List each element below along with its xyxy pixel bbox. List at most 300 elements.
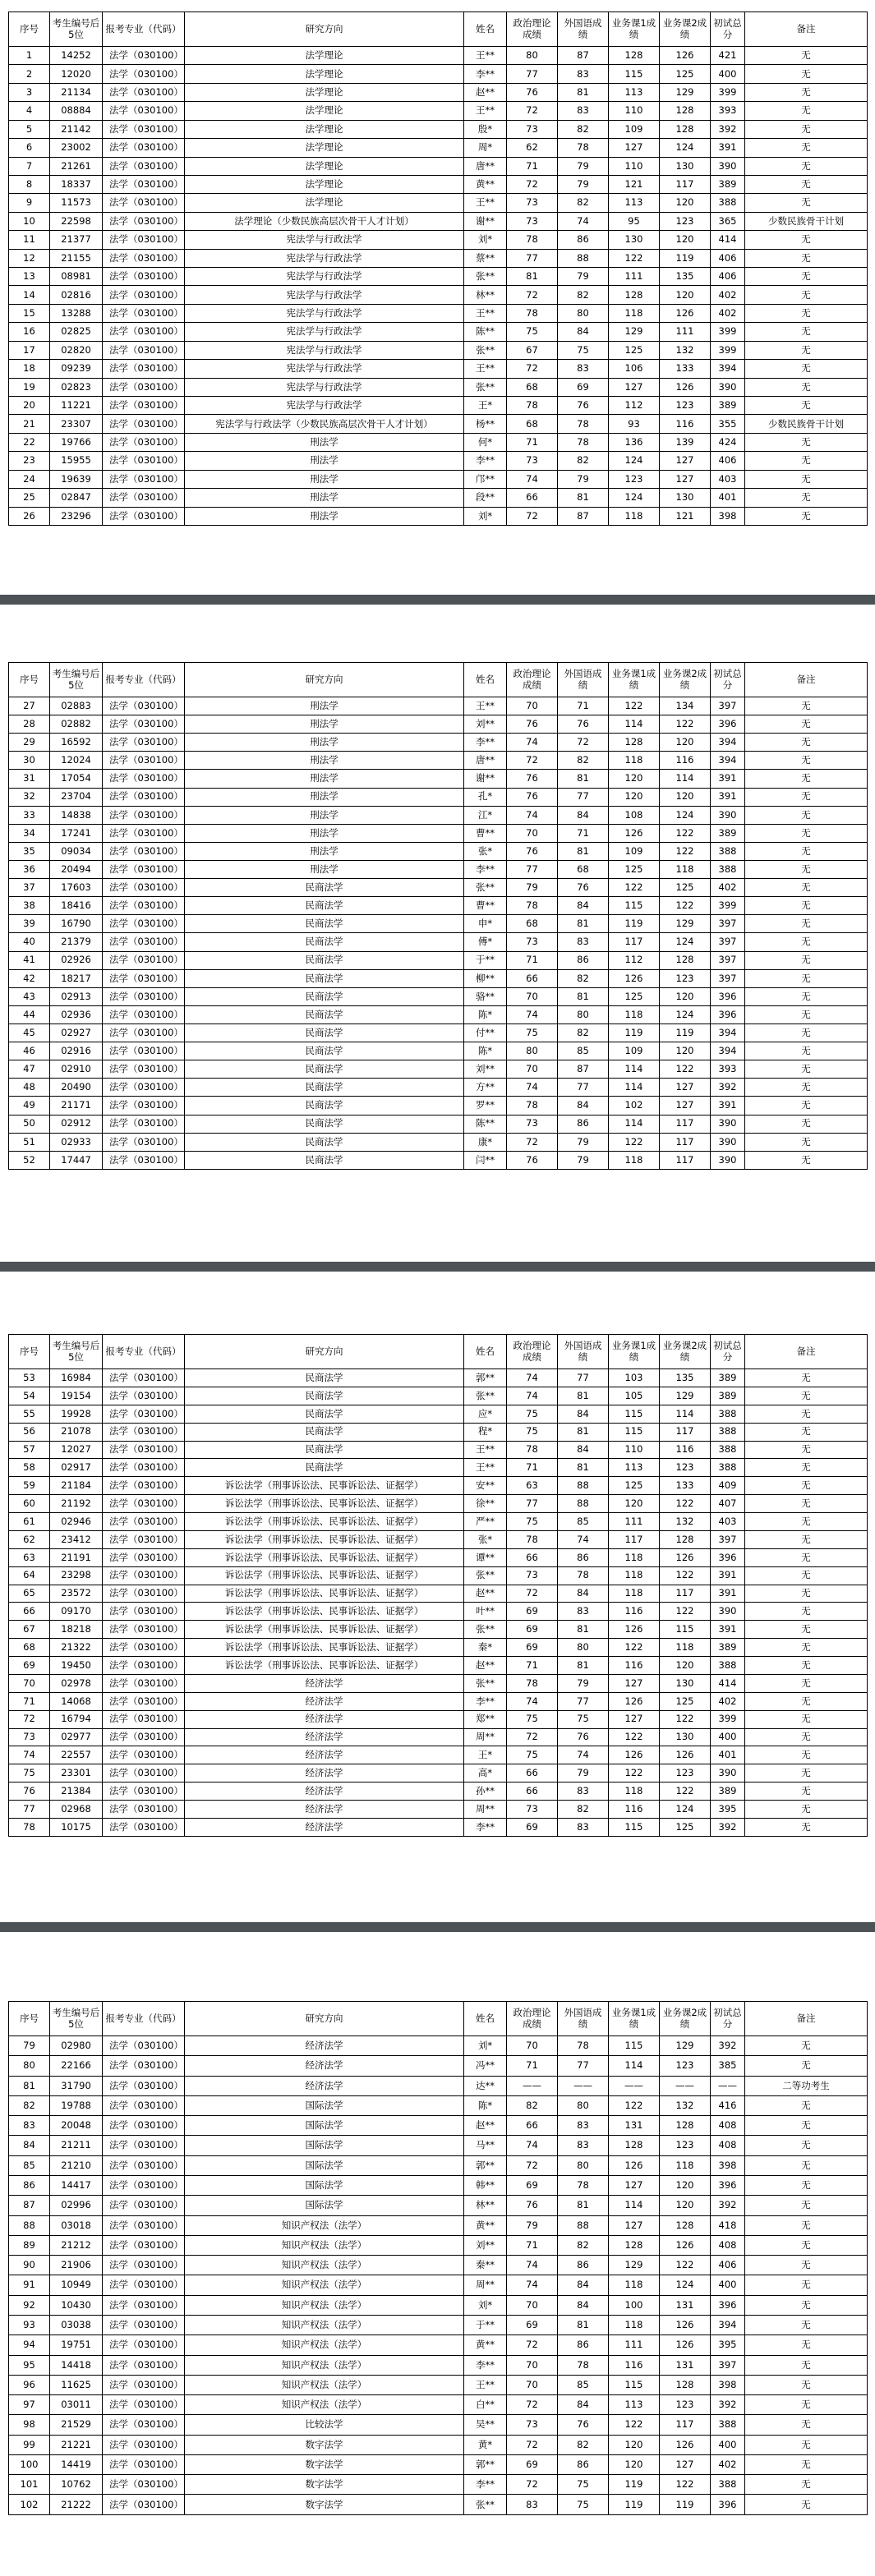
- total-score-cell: 391: [711, 1621, 745, 1639]
- major-cell: 法学（030100）: [103, 2495, 185, 2515]
- direction-cell: 宪法学与行政法学: [185, 397, 464, 415]
- table-row: [9, 1566, 868, 1585]
- total-score-cell: 389: [711, 1369, 745, 1387]
- course1-score-cell: 128: [609, 47, 660, 65]
- foreign-language-score-cell: 76: [558, 879, 609, 897]
- course1-score-cell: 122: [609, 2415, 660, 2435]
- seq-cell: 63: [9, 1548, 50, 1566]
- direction-cell: 知识产权法（法学）: [185, 2275, 464, 2295]
- politics-score-cell: 78: [507, 1530, 558, 1548]
- total-score-cell: 391: [711, 788, 745, 806]
- exam-id-cell: 02933: [50, 1133, 103, 1151]
- politics-score-cell: 68: [507, 915, 558, 933]
- major-cell: 法学（030100）: [103, 969, 185, 987]
- column-header: 姓名: [464, 1335, 507, 1369]
- politics-score-cell: 75: [507, 1024, 558, 1042]
- direction-cell: 民商法学: [185, 1060, 464, 1079]
- exam-id-cell: 19450: [50, 1657, 103, 1675]
- remark-cell: 无: [745, 2136, 868, 2155]
- table-row: [9, 1710, 868, 1728]
- total-score-cell: 396: [711, 2295, 745, 2315]
- course1-score-cell: 102: [609, 1097, 660, 1115]
- politics-score-cell: 75: [507, 1423, 558, 1441]
- column-header: 研究方向: [185, 12, 464, 47]
- name-cell: 唐**: [464, 157, 507, 175]
- major-cell: 法学（030100）: [103, 2275, 185, 2295]
- major-cell: 法学（030100）: [103, 697, 185, 715]
- course1-score-cell: 103: [609, 1369, 660, 1387]
- exam-id-cell: 22557: [50, 1746, 103, 1764]
- major-cell: 法学（030100）: [103, 1818, 185, 1836]
- column-header: 序号: [9, 12, 50, 47]
- table-row: [9, 1024, 868, 1042]
- course2-score-cell: 126: [660, 2335, 711, 2355]
- total-score-cell: 395: [711, 2335, 745, 2355]
- seq-cell: 58: [9, 1459, 50, 1477]
- course2-score-cell: 123: [660, 969, 711, 987]
- table-row: [9, 157, 868, 175]
- name-cell: 刘**: [464, 2235, 507, 2255]
- seq-cell: 31: [9, 770, 50, 788]
- major-cell: 法学（030100）: [103, 1548, 185, 1566]
- direction-cell: 刑法学: [185, 697, 464, 715]
- table-row: [9, 1639, 868, 1657]
- foreign-language-score-cell: 87: [558, 507, 609, 525]
- politics-score-cell: 76: [507, 2196, 558, 2215]
- seq-cell: 72: [9, 1710, 50, 1728]
- remark-cell: 无: [745, 951, 868, 969]
- major-cell: 法学（030100）: [103, 47, 185, 65]
- major-cell: 法学（030100）: [103, 824, 185, 842]
- table-row: [9, 1764, 868, 1782]
- foreign-language-score-cell: 68: [558, 860, 609, 878]
- table-row: [9, 2395, 868, 2415]
- seq-cell: 65: [9, 1585, 50, 1603]
- remark-cell: 无: [745, 304, 868, 322]
- course1-score-cell: 120: [609, 770, 660, 788]
- course2-score-cell: 116: [660, 752, 711, 770]
- exam-id-cell: 19751: [50, 2335, 103, 2355]
- exam-id-cell: 21222: [50, 2495, 103, 2515]
- seq-cell: 8: [9, 175, 50, 193]
- course2-score-cell: 120: [660, 2196, 711, 2215]
- seq-cell: 45: [9, 1024, 50, 1042]
- course1-score-cell: 108: [609, 806, 660, 824]
- name-cell: 李**: [464, 452, 507, 470]
- foreign-language-score-cell: 85: [558, 1513, 609, 1531]
- course1-score-cell: 118: [609, 1585, 660, 1603]
- name-cell: 王**: [464, 1459, 507, 1477]
- foreign-language-score-cell: 76: [558, 715, 609, 734]
- remark-cell: 无: [745, 933, 868, 951]
- seq-cell: 70: [9, 1674, 50, 1692]
- course1-score-cell: 116: [609, 1603, 660, 1621]
- direction-cell: 知识产权法（法学）: [185, 2355, 464, 2375]
- politics-score-cell: ——: [507, 2076, 558, 2095]
- remark-cell: 无: [745, 2275, 868, 2295]
- total-score-cell: 397: [711, 697, 745, 715]
- column-header: 报考专业（代码）: [103, 1335, 185, 1369]
- course1-score-cell: 111: [609, 2335, 660, 2355]
- direction-cell: 国际法学: [185, 2196, 464, 2215]
- course2-score-cell: ——: [660, 2076, 711, 2095]
- seq-cell: 26: [9, 507, 50, 525]
- total-score-cell: 395: [711, 1801, 745, 1819]
- foreign-language-score-cell: 83: [558, 1818, 609, 1836]
- direction-cell: 民商法学: [185, 933, 464, 951]
- column-header: 外国语成绩: [558, 2002, 609, 2036]
- table-row: [9, 323, 868, 341]
- course1-score-cell: 125: [609, 341, 660, 359]
- table-row: [9, 1387, 868, 1405]
- table-row: [9, 2335, 868, 2355]
- name-cell: 付**: [464, 1024, 507, 1042]
- major-cell: 法学（030100）: [103, 2235, 185, 2255]
- major-cell: 法学（030100）: [103, 734, 185, 752]
- direction-cell: 刑法学: [185, 715, 464, 734]
- remark-cell: 无: [745, 1495, 868, 1513]
- direction-cell: 国际法学: [185, 2155, 464, 2175]
- table-row: [9, 1005, 868, 1024]
- seq-cell: 18: [9, 360, 50, 378]
- name-cell: 严**: [464, 1513, 507, 1531]
- course2-score-cell: 116: [660, 415, 711, 433]
- politics-score-cell: 76: [507, 83, 558, 101]
- major-cell: 法学（030100）: [103, 415, 185, 433]
- remark-cell: 无: [745, 2235, 868, 2255]
- seq-cell: 4: [9, 102, 50, 120]
- politics-score-cell: 71: [507, 157, 558, 175]
- direction-cell: 刑法学: [185, 507, 464, 525]
- total-score-cell: 398: [711, 507, 745, 525]
- foreign-language-score-cell: 81: [558, 2196, 609, 2215]
- name-cell: 高*: [464, 1764, 507, 1782]
- course1-score-cell: 117: [609, 1530, 660, 1548]
- direction-cell: 诉讼法学（刑事诉讼法、民事诉讼法、证据学）: [185, 1585, 464, 1603]
- table-row: [9, 2116, 868, 2136]
- course2-score-cell: 119: [660, 249, 711, 267]
- remark-cell: 无: [745, 1459, 868, 1477]
- remark-cell: 无: [745, 1674, 868, 1692]
- course1-score-cell: 119: [609, 2475, 660, 2495]
- major-cell: 法学（030100）: [103, 1024, 185, 1042]
- seq-cell: 43: [9, 987, 50, 1005]
- seq-cell: 67: [9, 1621, 50, 1639]
- table-row: [9, 824, 868, 842]
- table-row: [9, 47, 868, 65]
- results-table-4: [8, 2001, 868, 2515]
- table-row: [9, 1746, 868, 1764]
- page-separator: [0, 1262, 875, 1272]
- politics-score-cell: 81: [507, 268, 558, 286]
- seq-cell: 83: [9, 2116, 50, 2136]
- course1-score-cell: 106: [609, 360, 660, 378]
- table-row: [9, 1818, 868, 1836]
- exam-id-cell: 14838: [50, 806, 103, 824]
- exam-id-cell: 02816: [50, 286, 103, 304]
- direction-cell: 国际法学: [185, 2175, 464, 2195]
- politics-score-cell: 77: [507, 1495, 558, 1513]
- seq-cell: 74: [9, 1746, 50, 1764]
- politics-score-cell: 73: [507, 194, 558, 212]
- course2-score-cell: 123: [660, 212, 711, 230]
- total-score-cell: 402: [711, 304, 745, 322]
- total-score-cell: 409: [711, 1477, 745, 1495]
- politics-score-cell: 79: [507, 879, 558, 897]
- politics-score-cell: 78: [507, 897, 558, 915]
- major-cell: 法学（030100）: [103, 1530, 185, 1548]
- politics-score-cell: 72: [507, 2475, 558, 2495]
- table-row: [9, 2235, 868, 2255]
- seq-cell: 97: [9, 2395, 50, 2415]
- course2-score-cell: 114: [660, 770, 711, 788]
- seq-cell: 20: [9, 397, 50, 415]
- table-row: [9, 1459, 868, 1477]
- name-cell: 谢**: [464, 770, 507, 788]
- direction-cell: 刑法学: [185, 770, 464, 788]
- table-row: [9, 139, 868, 157]
- name-cell: 李**: [464, 860, 507, 878]
- name-cell: 方**: [464, 1079, 507, 1097]
- remark-cell: 无: [745, 752, 868, 770]
- major-cell: 法学（030100）: [103, 770, 185, 788]
- major-cell: 法学（030100）: [103, 1151, 185, 1169]
- course1-score-cell: 115: [609, 897, 660, 915]
- direction-cell: 刑法学: [185, 806, 464, 824]
- major-cell: 法学（030100）: [103, 933, 185, 951]
- course2-score-cell: 126: [660, 2435, 711, 2454]
- remark-cell: 无: [745, 139, 868, 157]
- seq-cell: 42: [9, 969, 50, 987]
- course2-score-cell: 125: [660, 1818, 711, 1836]
- course1-score-cell: 113: [609, 194, 660, 212]
- header-row: [9, 2002, 868, 2036]
- exam-id-cell: 20048: [50, 2116, 103, 2136]
- major-cell: 法学（030100）: [103, 360, 185, 378]
- politics-score-cell: 72: [507, 1133, 558, 1151]
- column-header: 考生编号后5位: [50, 663, 103, 697]
- remark-cell: 无: [745, 2335, 868, 2355]
- course2-score-cell: 117: [660, 1115, 711, 1133]
- course1-score-cell: 118: [609, 507, 660, 525]
- table-row: [9, 102, 868, 120]
- remark-cell: 无: [745, 286, 868, 304]
- foreign-language-score-cell: 78: [558, 2355, 609, 2375]
- course1-score-cell: 113: [609, 2395, 660, 2415]
- remark-cell: 无: [745, 507, 868, 525]
- course1-score-cell: 110: [609, 157, 660, 175]
- seq-cell: 61: [9, 1513, 50, 1531]
- course2-score-cell: 125: [660, 879, 711, 897]
- total-score-cell: 416: [711, 2095, 745, 2115]
- total-score-cell: 388: [711, 194, 745, 212]
- course2-score-cell: 115: [660, 1621, 711, 1639]
- column-header: 初试总分: [711, 2002, 745, 2036]
- course2-score-cell: 126: [660, 47, 711, 65]
- direction-cell: 宪法学与行政法学（少数民族高层次骨干人才计划）: [185, 415, 464, 433]
- table-row: [9, 212, 868, 230]
- foreign-language-score-cell: 79: [558, 268, 609, 286]
- politics-score-cell: 70: [507, 1060, 558, 1079]
- course1-score-cell: 123: [609, 470, 660, 488]
- course2-score-cell: 133: [660, 1477, 711, 1495]
- exam-id-cell: 21377: [50, 231, 103, 249]
- table-row: [9, 2155, 868, 2175]
- total-score-cell: 402: [711, 1692, 745, 1710]
- course2-score-cell: 124: [660, 1005, 711, 1024]
- exam-id-cell: 18416: [50, 897, 103, 915]
- remark-cell: 无: [745, 1369, 868, 1387]
- seq-cell: 46: [9, 1042, 50, 1060]
- total-score-cell: 392: [711, 2196, 745, 2215]
- name-cell: 王*: [464, 1746, 507, 1764]
- major-cell: 法学（030100）: [103, 2136, 185, 2155]
- foreign-language-score-cell: ——: [558, 2076, 609, 2095]
- course1-score-cell: 114: [609, 715, 660, 734]
- exam-id-cell: 10430: [50, 2295, 103, 2315]
- course2-score-cell: 127: [660, 1097, 711, 1115]
- foreign-language-score-cell: 82: [558, 1024, 609, 1042]
- exam-id-cell: 02883: [50, 697, 103, 715]
- politics-score-cell: 76: [507, 715, 558, 734]
- foreign-language-score-cell: 86: [558, 951, 609, 969]
- foreign-language-score-cell: 84: [558, 323, 609, 341]
- exam-id-cell: 03011: [50, 2395, 103, 2415]
- direction-cell: 宪法学与行政法学: [185, 360, 464, 378]
- course1-score-cell: 112: [609, 397, 660, 415]
- name-cell: 周**: [464, 2275, 507, 2295]
- major-cell: 法学（030100）: [103, 1710, 185, 1728]
- course2-score-cell: 120: [660, 194, 711, 212]
- politics-score-cell: 70: [507, 2375, 558, 2394]
- course2-score-cell: 119: [660, 1024, 711, 1042]
- foreign-language-score-cell: 78: [558, 1566, 609, 1585]
- foreign-language-score-cell: 81: [558, 489, 609, 507]
- column-header: 研究方向: [185, 663, 464, 697]
- total-score-cell: 397: [711, 1530, 745, 1548]
- remark-cell: 无: [745, 824, 868, 842]
- major-cell: 法学（030100）: [103, 1621, 185, 1639]
- foreign-language-score-cell: 81: [558, 1387, 609, 1405]
- major-cell: 法学（030100）: [103, 507, 185, 525]
- course1-score-cell: 127: [609, 1674, 660, 1692]
- seq-cell: 49: [9, 1097, 50, 1115]
- column-header: 政治理论成绩: [507, 12, 558, 47]
- direction-cell: 诉讼法学（刑事诉讼法、民事诉讼法、证据学）: [185, 1639, 464, 1657]
- foreign-language-score-cell: 79: [558, 175, 609, 193]
- foreign-language-score-cell: 81: [558, 1423, 609, 1441]
- column-header: 业务课2成绩: [660, 2002, 711, 2036]
- name-cell: 刘*: [464, 2036, 507, 2056]
- direction-cell: 法学理论: [185, 175, 464, 193]
- seq-cell: 62: [9, 1530, 50, 1548]
- name-cell: 刘**: [464, 1060, 507, 1079]
- politics-score-cell: 72: [507, 1728, 558, 1746]
- major-cell: 法学（030100）: [103, 1639, 185, 1657]
- foreign-language-score-cell: 78: [558, 415, 609, 433]
- remark-cell: 无: [745, 323, 868, 341]
- seq-cell: 68: [9, 1639, 50, 1657]
- remark-cell: 无: [745, 1692, 868, 1710]
- total-score-cell: 396: [711, 715, 745, 734]
- course2-score-cell: 135: [660, 1369, 711, 1387]
- remark-cell: 无: [745, 2475, 868, 2495]
- major-cell: 法学（030100）: [103, 2256, 185, 2275]
- direction-cell: 民商法学: [185, 1115, 464, 1133]
- course1-score-cell: 112: [609, 951, 660, 969]
- remark-cell: 无: [745, 2355, 868, 2375]
- direction-cell: 宪法学与行政法学: [185, 249, 464, 267]
- direction-cell: 刑法学: [185, 452, 464, 470]
- exam-id-cell: 02946: [50, 1513, 103, 1531]
- direction-cell: 诉讼法学（刑事诉讼法、民事诉讼法、证据学）: [185, 1603, 464, 1621]
- table-row: [9, 2036, 868, 2056]
- total-score-cell: 397: [711, 969, 745, 987]
- remark-cell: 无: [745, 969, 868, 987]
- politics-score-cell: 68: [507, 415, 558, 433]
- course1-score-cell: 126: [609, 824, 660, 842]
- exam-id-cell: 16794: [50, 1710, 103, 1728]
- course1-score-cell: ——: [609, 2076, 660, 2095]
- exam-id-cell: 23301: [50, 1764, 103, 1782]
- direction-cell: 刑法学: [185, 470, 464, 488]
- course1-score-cell: 128: [609, 2235, 660, 2255]
- course2-score-cell: 111: [660, 323, 711, 341]
- course1-score-cell: 111: [609, 1513, 660, 1531]
- major-cell: 法学（030100）: [103, 433, 185, 451]
- course2-score-cell: 130: [660, 1728, 711, 1746]
- name-cell: 秦*: [464, 1639, 507, 1657]
- total-score-cell: 399: [711, 341, 745, 359]
- foreign-language-score-cell: 81: [558, 915, 609, 933]
- remark-cell: 无: [745, 194, 868, 212]
- remark-cell: 无: [745, 2295, 868, 2315]
- table-row: [9, 194, 868, 212]
- course1-score-cell: 122: [609, 1764, 660, 1782]
- name-cell: 张**: [464, 1387, 507, 1405]
- foreign-language-score-cell: 78: [558, 2036, 609, 2056]
- table-row: [9, 1477, 868, 1495]
- politics-score-cell: 70: [507, 2355, 558, 2375]
- table-row: [9, 734, 868, 752]
- course2-score-cell: 122: [660, 1566, 711, 1585]
- course1-score-cell: 125: [609, 860, 660, 878]
- course1-score-cell: 116: [609, 1801, 660, 1819]
- remark-cell: 无: [745, 175, 868, 193]
- remark-cell: 无: [745, 1710, 868, 1728]
- foreign-language-score-cell: 76: [558, 397, 609, 415]
- exam-id-cell: 12024: [50, 752, 103, 770]
- direction-cell: 民商法学: [185, 1042, 464, 1060]
- politics-score-cell: 72: [507, 286, 558, 304]
- seq-cell: 56: [9, 1423, 50, 1441]
- politics-score-cell: 79: [507, 2215, 558, 2235]
- exam-id-cell: 02882: [50, 715, 103, 734]
- total-score-cell: 388: [711, 1423, 745, 1441]
- course1-score-cell: 126: [609, 2155, 660, 2175]
- major-cell: 法学（030100）: [103, 879, 185, 897]
- remark-cell: 无: [745, 842, 868, 860]
- table-row: [9, 2095, 868, 2115]
- column-header: 考生编号后5位: [50, 12, 103, 47]
- politics-score-cell: 69: [507, 2315, 558, 2334]
- total-score-cell: 418: [711, 2215, 745, 2235]
- major-cell: 法学（030100）: [103, 1657, 185, 1675]
- name-cell: 李**: [464, 1818, 507, 1836]
- major-cell: 法学（030100）: [103, 897, 185, 915]
- politics-score-cell: 76: [507, 788, 558, 806]
- course2-score-cell: 120: [660, 788, 711, 806]
